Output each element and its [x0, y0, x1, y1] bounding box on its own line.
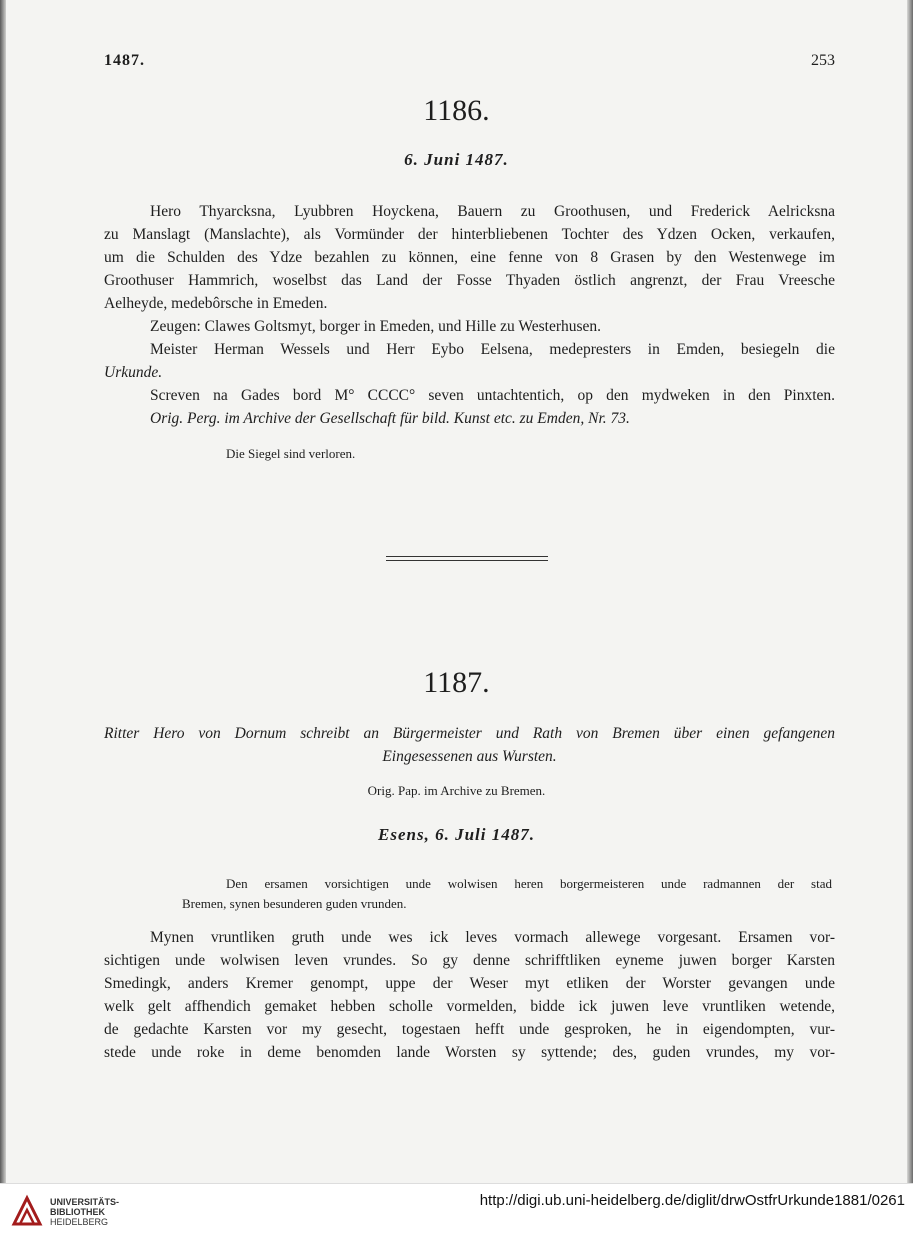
running-head-year: 1487.: [104, 52, 145, 69]
body-line: Groothuser Hammrich, woselbst das Land der Fosse Thyaden östlich angrenzt, der Frau Vreesche: [104, 272, 835, 289]
summary-line: Ritter Hero von Dornum schreibt an Bürgermeister und Rath von Bremen über einen gefangenen: [104, 725, 835, 742]
body-line: Aelheyde, medebôrsche in Emeden.: [104, 295, 328, 312]
logo-text: [50, 1197, 119, 1227]
body-line: welk gelt affhendich gemaket hebben scholle vormelden, bidde ick juwen leve vruntliken wetende,: [104, 998, 835, 1015]
logo-line: HEIDELBERG: [50, 1217, 109, 1227]
body-line: Smedingk, anders Kremer genompt, uppe der Weser myt etliken der Worster gevangen unde: [104, 975, 835, 992]
body-line: zu Manslagt (Manslachte), als Vormünder der hinterbliebenen Tochter des Ydzen Ocken, verkaufen,: [104, 226, 835, 243]
sealers-line: Urkunde.: [104, 364, 163, 381]
body-line: Mynen vruntliken gruth unde wes ick leves vormach allewege vorgesant. Ersamen vor-: [150, 929, 835, 946]
document-date-1187: Esens, 6. Juli 1487.: [378, 825, 535, 844]
document-date-1186: 6. Juni 1487.: [404, 150, 509, 169]
section-divider: [386, 560, 548, 561]
document-body-1187: [104, 926, 835, 1064]
address-block: [182, 874, 832, 914]
body-line: stede unde roke in deme benomden lande Worsten sy syttende; des, guden vrundes, my vor-: [104, 1044, 835, 1061]
document-number-1186: 1186.: [423, 94, 490, 127]
summary-line: Eingesessenen aus Wursten.: [382, 748, 557, 765]
body-line: sichtigen unde wolwisen leven vrundes. So gy denne schrifftliken eyneme juwen borger Karsten: [104, 952, 835, 969]
page-left-edge-shadow: [0, 0, 6, 1183]
dating-line: Screven na Gades bord M° CCCC° seven untachtentich, op den mydweken in den Pinxten.: [150, 387, 835, 404]
source-note-1187: Orig. Pap. im Archive zu Bremen.: [367, 783, 546, 798]
permalink-url[interactable]: http://digi.ub.uni-heidelberg.de/diglit/drwOstfrUrkunde1881/0261: [479, 1192, 905, 1209]
body-line: de gedachte Karsten vor my gesecht, togestaen hefft unde gesproken, he in eigendompten, vur-: [104, 1021, 835, 1038]
witnesses-line: Zeugen: Clawes Goltsmyt, borger in Emeden, und Hille zu Westerhusen.: [150, 318, 602, 335]
document-summary-1187: [104, 722, 835, 768]
page-right-edge-shadow: [907, 0, 913, 1183]
body-line: um die Schulden des Ydze bezahlen zu können, eine fenne von 8 Grasen by den Westenwege im: [104, 249, 835, 266]
source-line: Orig. Perg. im Archive der Gesellschaft für bild. Kunst etc. zu Emden, Nr. 73.: [150, 410, 630, 427]
address-line: Bremen, synen besunderen guden vrunden.: [182, 896, 407, 911]
document-number-1187: 1187.: [423, 666, 490, 699]
section-divider: [386, 556, 548, 557]
page-number: 253: [811, 52, 835, 69]
document-body-1186: [104, 200, 835, 430]
sealers-line: Meister Herman Wessels und Herr Eybo Eelsena, medepresters in Emden, besiegeln die: [150, 341, 835, 358]
address-line: Den ersamen vorsichtigen unde wolwisen heren borgermeisteren unde radmannen der stad: [226, 876, 832, 891]
library-footer: [0, 1183, 913, 1250]
university-library-logo-icon: [10, 1194, 44, 1228]
logo-line: BIBLIOTHEK: [50, 1207, 105, 1217]
body-line: Hero Thyarcksna, Lyubbren Hoyckena, Bauern zu Groothusen, und Frederick Aelricksna: [150, 203, 835, 220]
logo-line: UNIVERSITÄTS-: [50, 1197, 120, 1207]
seal-note: Die Siegel sind verloren.: [226, 446, 356, 461]
